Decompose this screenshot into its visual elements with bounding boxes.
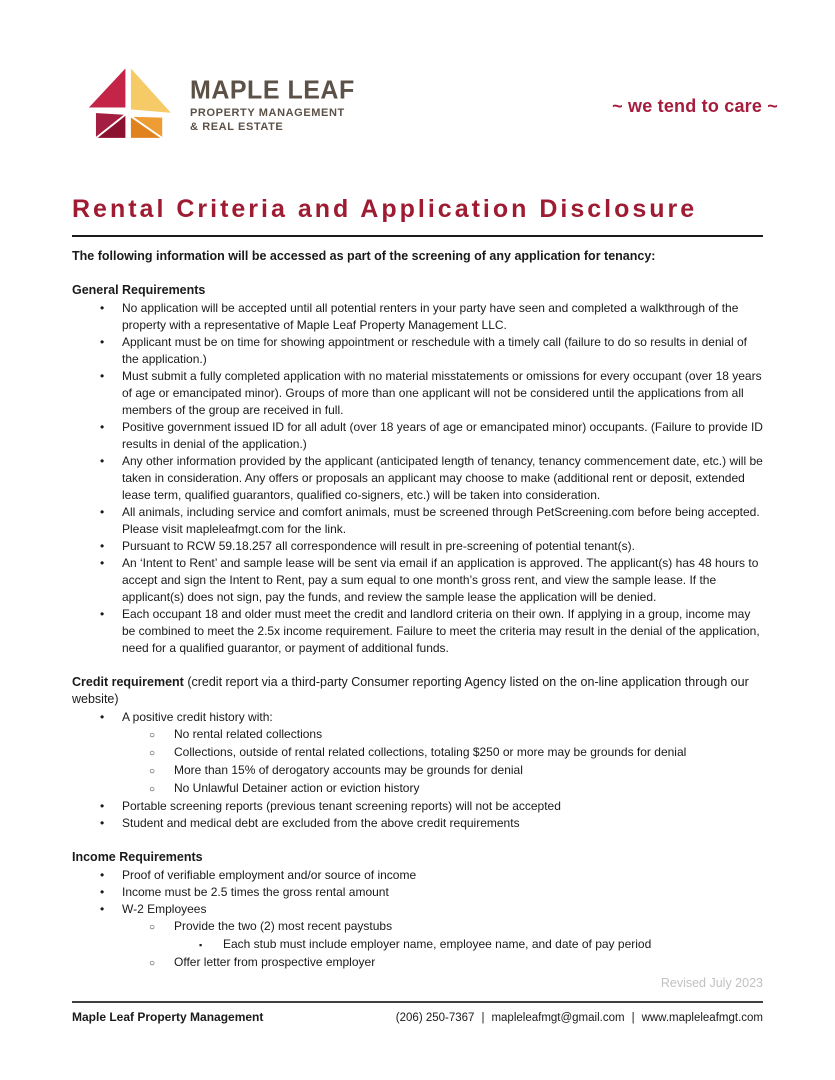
list-item: [72, 300, 763, 334]
bullet-disc-icon: •: [100, 505, 105, 519]
list-item: [72, 780, 763, 798]
list-item-text: Any other information provided by the applicant (anticipated length of tenancy, tenancy commencement date, etc.) will be taken in consideration. Any offers or proposals an applicant may choose to make (additional rent or deposit, extended lease term, qualified guarantors, qualified co-signers, etc.) will be taken into consideration.: [122, 454, 763, 502]
section-general-requirements: [72, 282, 763, 657]
company-logo: [84, 64, 355, 140]
list-item-text: Each stub must include employer name, employee name, and date of pay period: [223, 937, 652, 951]
intro-statement: The following information will be accessed as part of the screening of any application for tenancy:: [72, 249, 656, 263]
list-item: [72, 867, 763, 884]
list-item: [72, 815, 763, 832]
section-heading-bold: General Requirements: [72, 283, 206, 297]
bullet-disc-icon: •: [100, 885, 105, 899]
bullet-circle-icon: ○: [149, 766, 156, 777]
list-item: [72, 606, 763, 657]
list-item: [72, 936, 763, 954]
list-item: [72, 954, 763, 972]
bullet-circle-icon: ○: [149, 730, 156, 741]
logo-subtitle: [190, 107, 355, 135]
bullet-circle-icon: ○: [149, 784, 156, 795]
list-item-text: A positive credit history with:: [122, 710, 273, 724]
bullet-circle-icon: ○: [149, 748, 156, 759]
section-heading-bold: Income Requirements: [72, 850, 203, 864]
bullet-disc-icon: •: [100, 556, 105, 570]
list-item-text: Provide the two (2) most recent paystubs: [174, 919, 393, 933]
section-heading: [72, 674, 763, 708]
title-divider: [72, 235, 763, 237]
bullet-disc-icon: •: [100, 607, 105, 621]
company-tagline: ~ we tend to care ~: [612, 96, 778, 116]
bullet-disc-icon: •: [100, 335, 105, 349]
list-item: [72, 555, 763, 606]
list-item-text: An ‘Intent to Rent’ and sample lease will be sent via email if an application is approved. The applicant(s) has 48 hours to accept and sign the Intent to Rent, pay a sum equal to one month’s gross rent, and view the sample lease. If the applicant(s) does not sign, pay the funds, and review the sample lease the application will be denied.: [122, 556, 759, 604]
footer-separator: |: [481, 1012, 485, 1024]
logo-subtitle-line2: & REAL ESTATE: [190, 120, 284, 133]
bullet-list: [72, 709, 763, 832]
list-item-text: No application will be accepted until all potential renters in your party have seen and completed a walkthrough of the property with a representative of Maple Leaf Property Management LLC.: [122, 301, 739, 332]
list-item: [72, 709, 763, 726]
list-item: [72, 726, 763, 744]
logo-text: [190, 75, 355, 135]
bullet-disc-icon: •: [100, 710, 105, 724]
list-item: [72, 334, 763, 368]
bullet-disc-icon: •: [100, 301, 105, 315]
list-item-text: Portable screening reports (previous tenant screening reports) will not be accepted: [122, 799, 561, 813]
page-title: Rental Criteria and Application Disclosure: [72, 195, 698, 223]
bullet-disc-icon: •: [100, 539, 105, 553]
footer-company-name: Maple Leaf Property Management: [72, 1010, 264, 1024]
list-item-text: Pursuant to RCW 59.18.257 all correspondence will result in pre-screening of potential tenant(s).: [122, 539, 635, 553]
footer-contact-info: [396, 1012, 763, 1024]
bullet-disc-icon: •: [100, 799, 105, 813]
bullet-circle-icon: ○: [149, 922, 156, 933]
list-item-text: Applicant must be on time for showing appointment or reschedule with a timely call (failure to do so results in denial of the application.): [122, 335, 747, 366]
list-item-text: Proof of verifiable employment and/or source of income: [122, 868, 417, 882]
bullet-disc-icon: •: [100, 902, 105, 916]
footer-separator: |: [631, 1012, 635, 1024]
list-item-text: No Unlawful Detainer action or eviction history: [174, 781, 420, 795]
list-item: [72, 538, 763, 555]
revised-date: Revised July 2023: [660, 976, 763, 990]
list-item: [72, 419, 763, 453]
bullet-disc-icon: •: [100, 369, 105, 383]
list-item: [72, 901, 763, 918]
list-item-text: W-2 Employees: [122, 902, 207, 916]
section-credit-requirement: [72, 674, 763, 832]
list-item-text: All animals, including service and comfort animals, must be screened through PetScreening.com before being accepted. Please visit mapleleafmgt.com for the link.: [122, 505, 760, 536]
list-item: [72, 368, 763, 419]
footer-phone: (206) 250-7367: [395, 1012, 475, 1024]
logo-subtitle-line1: PROPERTY MANAGEMENT: [190, 107, 345, 119]
section-heading-rest: (credit report via a third-party Consumer reporting Agency listed on the on-line application through our website): [72, 675, 749, 706]
section-heading: [72, 282, 763, 299]
list-item: [72, 453, 763, 504]
list-item-text: Must submit a fully completed application with no material misstatements or omissions for every occupant (over 18 years of age or emancipated minor). Groups of more than one applicant will not be considered until the applications from all members of the group are received in full.: [122, 369, 762, 417]
bullet-list: [72, 867, 763, 972]
header: [0, 0, 835, 140]
list-item: [72, 504, 763, 538]
section-heading: [72, 849, 763, 866]
list-item-text: Student and medical debt are excluded from the above credit requirements: [122, 816, 520, 830]
bullet-square-icon: ▪: [199, 940, 203, 950]
house-logo-icon: [84, 64, 176, 140]
bullet-disc-icon: •: [100, 420, 105, 434]
list-item-text: Collections, outside of rental related collections, totaling $250 or more may be grounds for denial: [174, 745, 687, 759]
bullet-circle-icon: ○: [149, 958, 156, 969]
list-item: [72, 798, 763, 815]
bullet-disc-icon: •: [100, 868, 105, 882]
footer-website: www.mapleleafmgt.com: [641, 1012, 763, 1024]
footer-email: mapleleafmgt@gmail.com: [491, 1012, 625, 1024]
bullet-disc-icon: •: [100, 454, 105, 468]
bullet-list: [72, 300, 763, 657]
footer: [72, 1001, 763, 1024]
list-item-text: No rental related collections: [174, 727, 323, 741]
bullet-disc-icon: •: [100, 816, 105, 830]
list-item-text: Income must be 2.5 times the gross rental amount: [122, 885, 389, 899]
list-item: [72, 762, 763, 780]
section-heading-bold: Credit requirement: [72, 675, 184, 689]
list-item: [72, 884, 763, 901]
list-item-text: Each occupant 18 and older must meet the credit and landlord criteria on their own. If applying in a group, income may be combined to meet the 2.5x income requirement. Failure to meet the criteria may result in the denial of the application, need for a qualified guarantor, or payment of additional funds.: [122, 607, 760, 655]
list-item-text: Offer letter from prospective employer: [174, 955, 376, 969]
logo-company-name: MAPLE LEAF: [190, 75, 355, 105]
section-income-requirements: [72, 849, 763, 972]
list-item-text: Positive government issued ID for all adult (over 18 years of age or emancipated minor) occupants. (Failure to provide ID results in denial of the application.): [122, 420, 763, 451]
list-item-text: More than 15% of derogatory accounts may be grounds for denial: [174, 763, 523, 777]
list-item: [72, 918, 763, 936]
list-item: [72, 744, 763, 762]
